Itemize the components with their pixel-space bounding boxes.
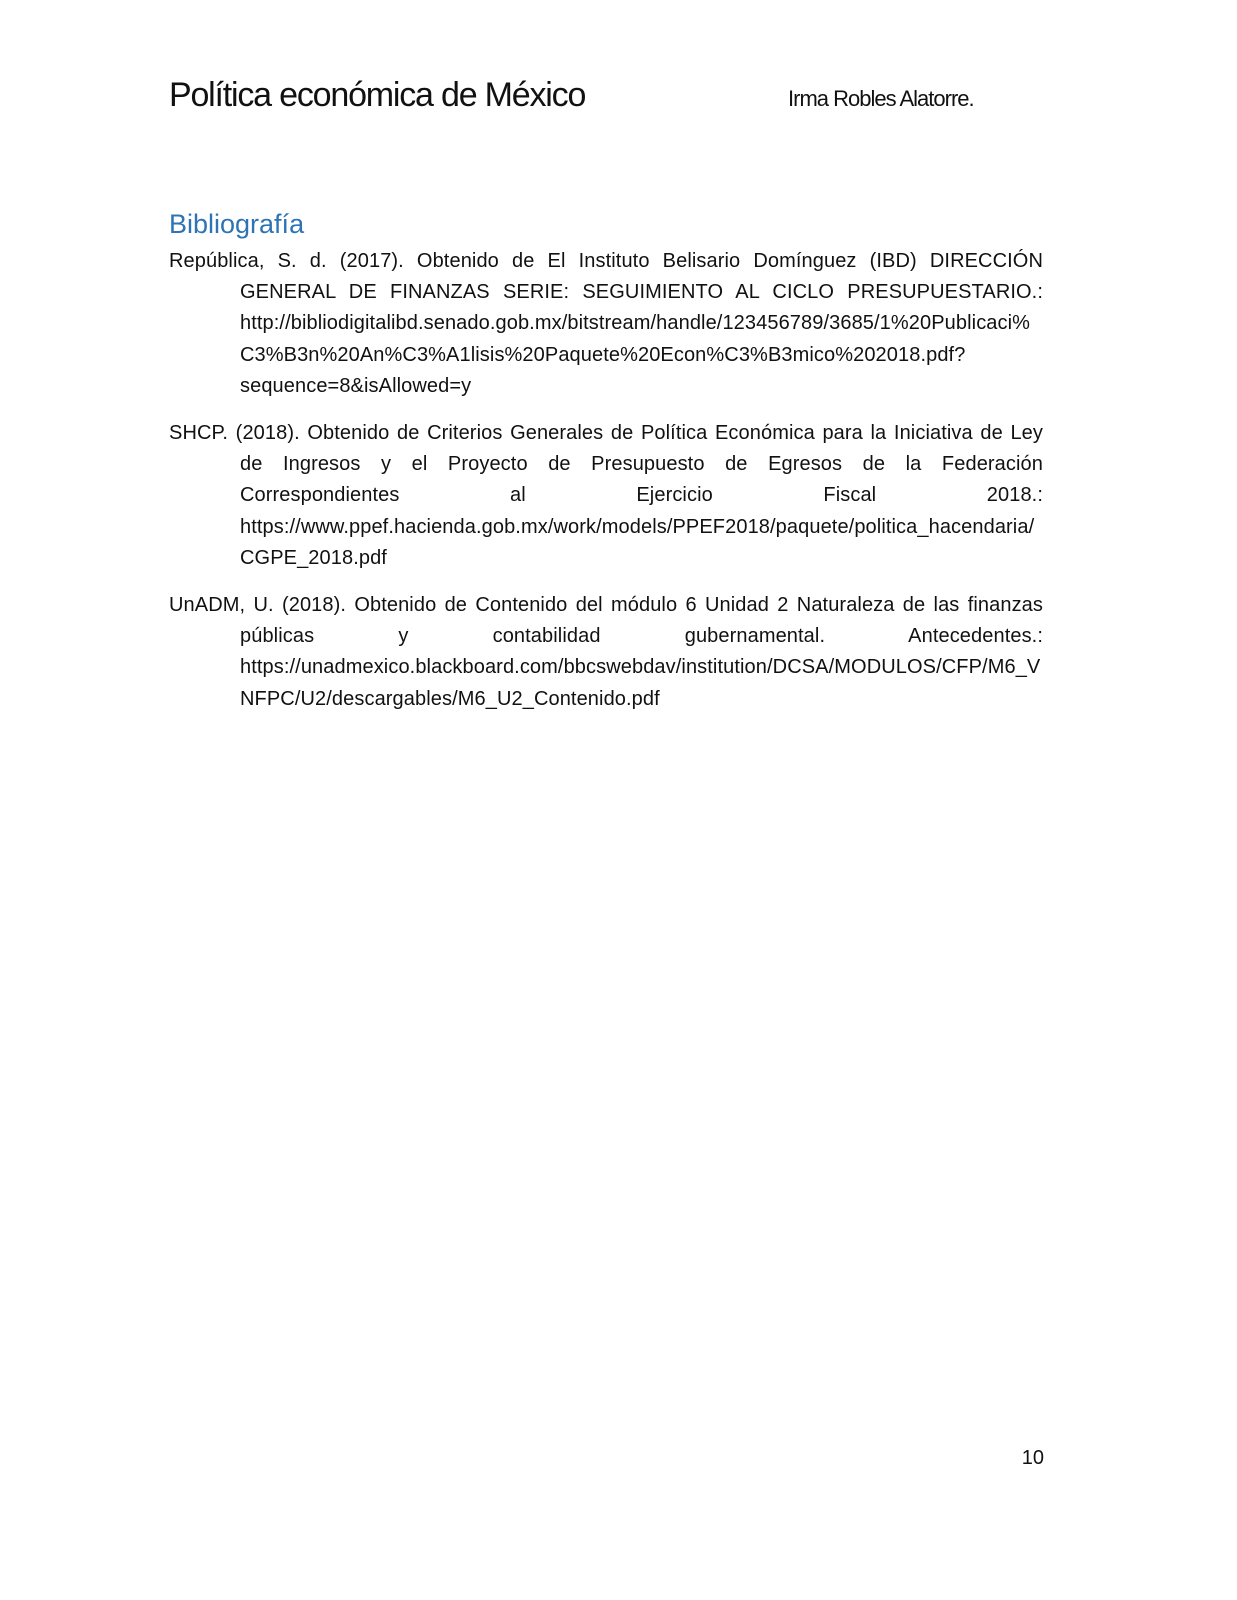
bibliography-entry: SHCP. (2018). Obtenido de Criterios Generales de Política Económica para la Iniciativa de Ley de Ingresos y el Proyecto de Presupuesto de Egresos de la Federación Correspondientes al Ejercicio Fiscal 2018.: https://www.ppef.hacienda.gob.mx/work/models/PPEF2018/paquete/politica_hacendaria/CGPE_2018.pdf	[169, 422, 1043, 569]
author-name: Irma Robles Alatorre.	[788, 86, 974, 111]
bibliography-heading: Bibliografía	[169, 209, 305, 239]
bibliography-entry: UnADM, U. (2018). Obtenido de Contenido del módulo 6 Unidad 2 Naturaleza de las finanzas públicas y contabilidad gubernamental. Antecedentes.: https://unadmexico.blackboard.com/bbcswebdav/institution/DCSA/MODULOS/CFP/M6_VNFPC/U2/descargables/M6_U2_Contenido.pdf	[169, 594, 1043, 710]
document-title: Política económica de México	[169, 76, 586, 114]
bibliography-entry: República, S. d. (2017). Obtenido de El Instituto Belisario Domínguez (IBD) DIRECCIÓN GENERAL DE FINANZAS SERIE: SEGUIMIENTO AL CICLO PRESUPUESTARIO.: http://bibliodigitalibd.senado.gob.mx/bitstream/handle/123456789/3685/1%20Publicaci%C3%B3n%20An%C3%A1lisis%20Paquete%20Econ%C3%B3mico%202018.pdf?sequence=8&isAllowed=y	[169, 250, 1043, 397]
page-number: 10	[1021, 1447, 1044, 1469]
page-header	[169, 72, 1043, 122]
bibliography-list	[169, 246, 1043, 731]
